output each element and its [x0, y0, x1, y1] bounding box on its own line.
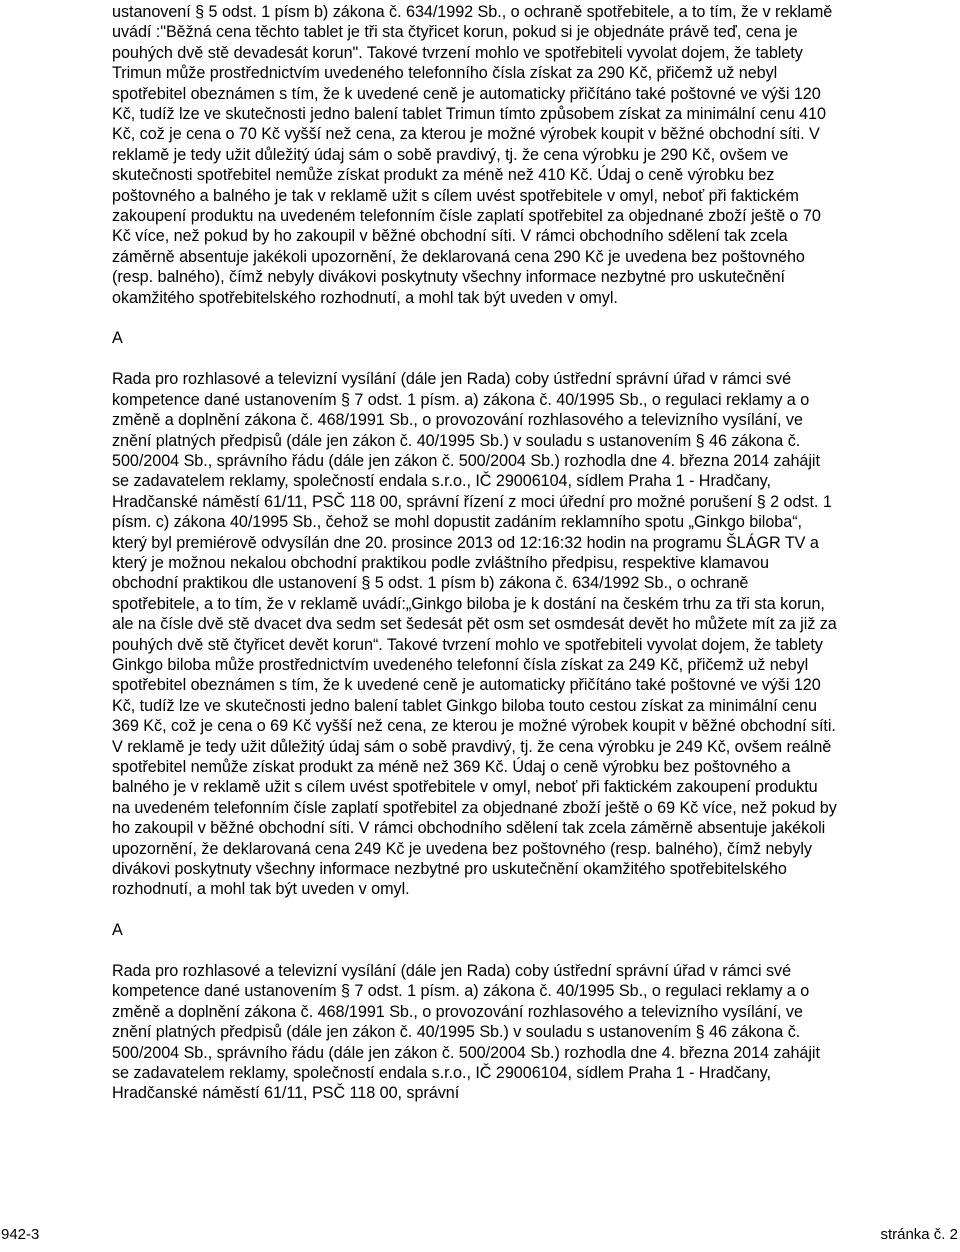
section-letter-1: A: [112, 329, 123, 348]
document-body: [112, 2, 838, 1104]
footer-page-number: stránka č. 2: [880, 1226, 958, 1243]
paragraph-1: ustanovení § 5 odst. 1 písm b) zákona č. 634/1992 Sb., o ochraně spotřebitele, a to tím, že v reklamě uvádí :"Běžná cena těchto tablet je tři sta čtyřicet korun, pokud si je objednáte právě teď, cena je pouhých dvě stě devadesát korun". Takové tvrzení mohlo ve spotřebiteli vyvolat dojem, že tablety Trimun může prostřednictvím uvedeného telefonního čísla získat za 290 Kč, přičemž už nebyl spotřebitel obeznámen s tím, že k uvedené ceně je automaticky přičítáno také poštovné ve výši 120 Kč, tudíž lze ve skutečnosti jedno balení tablet Trimun tímto způsobem získat za minimální cenu 410 Kč, což je cena o 70 Kč vyšší než cena, za kterou je možné výrobek koupit v běžné obchodní síti. V reklamě je tedy užit důležitý údaj sám o sobě pravdivý, tj. že cena výrobku je 290 Kč, ovšem ve skutečnosti spotřebitel nemůže získat produkt za méně než 410 Kč. Údaj o ceně výrobku bez poštovného a balného je tak v reklamě užit s cílem uvést spotřebitele v omyl, neboť při faktickém zakoupení produktu na uvedeném telefonním čísle zaplatí spotřebitel za objednané zboží ještě o 70 Kč více, než pokud by ho zakoupil v běžné obchodní síti. V rámci obchodního sdělení tak zcela záměrně absentuje jakékoli upozornění, že deklarovaná cena 290 Kč je uvedena bez poštovného (resp. balného), čímž nebyly divákovi poskytnuty všechny informace nezbytné pro uskutečnění okamžitého spotřebitelského rozhodnutí, a mohl tak být uveden v omyl.: [112, 3, 833, 307]
section-letter-2: A: [112, 921, 123, 940]
paragraph-2: Rada pro rozhlasové a televizní vysílání (dále jen Rada) coby ústřední správní úřad v rámci své kompetence dané ustanovením § 7 odst. 1 písm. a) zákona č. 40/1995 Sb., o regulaci reklamy a o změně a doplnění zákona č. 468/1991 Sb., o provozování rozhlasového a televizního vysílání, ve znění platných předpisů (dále jen zákon č. 40/1995 Sb.) v souladu s ustanovením § 46 zákona č. 500/2004 Sb., správního řádu (dále jen zákon č. 500/2004 Sb.) rozhodla dne 4. března 2014 zahájit se zadavatelem reklamy, společností endala s.r.o., IČ 29006104, sídlem Praha 1 - Hradčany, Hradčanské náměstí 61/11, PSČ 118 00, správní řízení z moci úřední pro možné porušení § 2 odst. 1 písm. c) zákona 40/1995 Sb., čehož se mohl dopustit zadáním reklamního spotu „Ginkgo biloba“, který byl premiérově odvysílán dne 20. prosince 2013 od 12:16:32 hodin na programu ŠLÁGR TV a který je možnou nekalou obchodní praktikou podle zvláštního předpisu, respektive klamavou obchodní praktikou dle ustanovení § 5 odst. 1 písm b) zákona č. 634/1992 Sb., o ochraně spotřebitele, a to tím, že v reklamě uvádí:„Ginkgo biloba je k dostání na českém trhu za tři sta korun, ale na čísle dvě stě dvacet dva sedm set šedesát pět osm set osmdesát devět ho můžete mít za již za pouhých dvě stě čtyřicet devět korun“. Takové tvrzení mohlo ve spotřebiteli vyvolat dojem, že tablety Ginkgo biloba může prostřednictvím uvedeného telefonní čísla získat za 249 Kč, přičemž už nebyl spotřebitel obeznámen s tím, že k uvedené ceně je automaticky přičítáno také poštovné ve výši 120 Kč, tudíž lze ve skutečnosti jedno balení tablet Ginkgo biloba touto cestou získat za minimální cenu 369 Kč, což je cena o 69 Kč vyšší než cena, ze kterou je možné výrobek koupit v běžné obchodní síti. V reklamě je tedy užit důležitý údaj sám o sobě pravdivý, tj. že cena výrobku je 249 Kč, ovšem reálně spotřebitel nemůže získat produkt za méně než 369 Kč. Údaj o ceně výrobku bez poštovného a balného je v reklamě užit s cílem uvést spotřebitele v omyl, neboť při faktickém zakoupení produktu na uvedeném telefonním čísle zaplatí spotřebitel za objednané zboží ještě o 69 Kč více, než pokud by ho zakoupil v běžné obchodní síti. V rámci obchodního sdělení tak zcela záměrně absentuje jakékoli upozornění, že deklarovaná cena 249 Kč je uvedena bez poštovného (resp. balného), čímž nebyly divákovi poskytnuty všechny informace nezbytné pro uskutečnění okamžitého spotřebitelského rozhodnutí, a mohl tak být uveden v omyl.: [112, 370, 837, 899]
paragraph-3: Rada pro rozhlasové a televizní vysílání (dále jen Rada) coby ústřední správní úřad v rámci své kompetence dané ustanovením § 7 odst. 1 písm. a) zákona č. 40/1995 Sb., o regulaci reklamy a o změně a doplnění zákona č. 468/1991 Sb., o provozování rozhlasového a televizního vysílání, ve znění platných předpisů (dále jen zákon č. 40/1995 Sb.) v souladu s ustanovením § 46 zákona č. 500/2004 Sb., správního řádu (dále jen zákon č. 500/2004 Sb.) rozhodla dne 4. března 2014 zahájit se zadavatelem reklamy, společností endala s.r.o., IČ 29006104, sídlem Praha 1 - Hradčany, Hradčanské náměstí 61/11, PSČ 118 00, správní: [112, 962, 820, 1103]
footer-doc-number: 942-3: [1, 1226, 40, 1243]
